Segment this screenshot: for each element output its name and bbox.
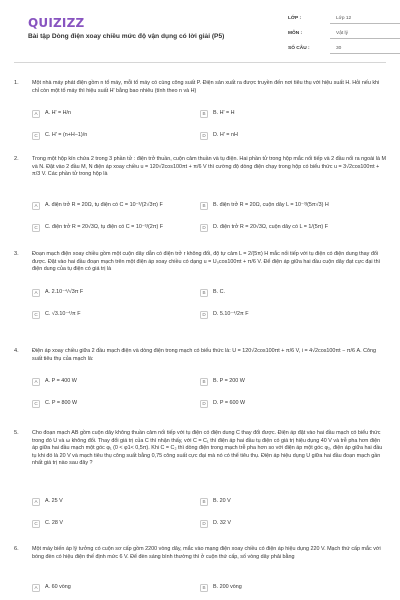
option-text: B. 200 vòng: [213, 584, 242, 591]
option-letter: B: [200, 584, 208, 592]
option-letter: C: [32, 311, 40, 319]
option-letter: D: [200, 400, 208, 408]
question-number: 5.: [14, 430, 19, 436]
meta-row-subject: [288, 27, 400, 41]
option-letter: A: [32, 584, 40, 592]
question-number: 1.: [14, 80, 19, 86]
option-letter: B: [200, 110, 208, 118]
option-letter: A: [32, 378, 40, 386]
option-a[interactable]: [32, 289, 83, 297]
option-text: A. điện trở R = 20Ω, tụ điện có C = 10⁻³/(2√3π) F: [45, 202, 163, 209]
option-text: A. 2.10⁻⁴/√3π F: [45, 289, 84, 296]
divider: [14, 62, 386, 63]
question-text: Một máy biến áp lý tưởng có cuộn sơ cấp gồm 2200 vòng dây, mắc vào mạng điện xoay chiều có điện áp hiệu dụng 220 V. Mạch thứ cấp mắc với bóng đèn có hiệu điện thế định mức 6 V. Để đèn sáng bình thường thì ở cuộn thứ cấp, số vòng dây phải bằng: [32, 546, 381, 560]
option-c[interactable]: [32, 311, 81, 319]
option-text: C. √3.10⁻⁴/π F: [45, 311, 81, 318]
option-letter: B: [200, 378, 208, 386]
meta-value: Lớp 12: [330, 14, 400, 24]
option-text: C. H' = (n+H−1)/n: [45, 132, 88, 139]
question-number: 3.: [14, 251, 19, 257]
option-text: D. P = 600 W: [213, 400, 246, 407]
option-b[interactable]: [200, 378, 245, 386]
option-text: A. 25 V: [45, 498, 63, 505]
option-letter: C: [32, 132, 40, 140]
option-b[interactable]: [200, 289, 225, 297]
option-a[interactable]: [32, 584, 71, 592]
question-3: [14, 251, 386, 318]
question-text: Cho đoạn mạch AB gồm cuộn dây không thuần cảm nối tiếp với tụ điện có điện dung C thay đổi được. Điện áp đặt vào hai đầu mạch có biểu thức trong đó U và ω không đổi. Thay đổi giá trị của C thì nhận thấy, với C = C₁ thì điện áp hai đầu tụ điện có giá trị hiệu dụng 40 V và trễ pha hơn điện áp giữa hai đầu mạch một góc φ₁ (0 < φ1< 0,5π). Khi C = C₂ thì dòng điện trong mạch trễ pha hơn so với điện áp một góc φ₂, điện áp giữa hai đầu tụ khi đó là 20 V và mạch tiêu thụ công suất bằng 0,75 công suất cực đại mà nó có thể tiêu thụ. Điện áp hiệu dụng U giữa hai đầu đoạn mạch gần nhất giá trị nào sau đây ?: [32, 430, 383, 467]
option-letter: D: [200, 311, 208, 319]
question-number: 6.: [14, 546, 19, 552]
option-text: A. 60 vòng: [45, 584, 71, 591]
option-letter: C: [32, 400, 40, 408]
option-d[interactable]: [200, 224, 328, 232]
option-text: A. P = 400 W: [45, 378, 77, 385]
option-c[interactable]: [32, 132, 87, 140]
option-letter: B: [200, 202, 208, 210]
meta-row-count: [288, 42, 400, 56]
option-text: B. 20 V: [213, 498, 231, 505]
meta-label: MÔN :: [288, 30, 303, 36]
option-letter: A: [32, 110, 40, 118]
option-text: B. điện trở R = 20Ω, cuộn dây L = 10⁻³/(5π√3) H: [213, 202, 329, 209]
option-d[interactable]: [200, 311, 249, 319]
question-4: [14, 348, 386, 407]
option-d[interactable]: [200, 132, 238, 140]
option-b[interactable]: [200, 202, 329, 210]
question-number: 4.: [14, 348, 19, 354]
option-letter: D: [200, 224, 208, 232]
option-c[interactable]: [32, 400, 77, 408]
option-text: C. 28 V: [45, 520, 63, 527]
meta-panel: [288, 12, 400, 57]
option-text: D. 5.10⁻⁴/2π F: [213, 311, 249, 318]
option-text: D. điện trở R = 20√3Ω, cuộn dây có L = 1/(5π) F: [213, 224, 329, 231]
option-a[interactable]: [32, 110, 71, 118]
option-letter: D: [200, 520, 208, 528]
question-1: [14, 80, 386, 139]
option-a[interactable]: [32, 378, 77, 386]
option-letter: B: [200, 289, 208, 297]
question-text: Điện áp xoay chiều giữa 2 đầu mạch điện và dòng điện trong mạch có biểu thức là: U = 120√2cos100πt + π/6 V, i = 4√2cos100πt − π/6 A. Công suất tiêu thụ của mạch là:: [32, 348, 376, 362]
worksheet-header: [14, 0, 386, 58]
option-letter: A: [32, 202, 40, 210]
meta-row-class: [288, 12, 400, 26]
option-b[interactable]: [200, 110, 235, 118]
worksheet-title: Bài tập Dòng điện xoay chiều mức độ vận dụng có lời giải (P5): [28, 33, 225, 40]
option-d[interactable]: [200, 400, 245, 408]
meta-label: LỚP :: [288, 15, 302, 21]
question-text: Trong một hộp kín chứa 2 trong 3 phần tử : điện trở thuần, cuộn cảm thuần và tụ điện. Hai phần tử trong hộp mắc nối tiếp và 2 đầu nối ra ngoài là M và N. Đặt vào 2 đầu M, N điện áp xoay chiều u = 120√2cos100πt + π/6 V thì cường độ dòng điện chạy trong hộp có biểu thức u = 3√2cos100πt + π/3 V. Các phần tử trong hộp là: [32, 156, 386, 178]
option-text: D. H' = nH: [213, 132, 238, 139]
question-number: 2.: [14, 156, 19, 162]
option-text: B. C.: [213, 289, 225, 296]
option-letter: B: [200, 498, 208, 506]
option-letter: C: [32, 520, 40, 528]
option-c[interactable]: [32, 520, 63, 528]
option-letter: A: [32, 289, 40, 297]
option-text: C. điện trở R = 20√3Ω, tụ điện có C = 10⁻³/(2π) F: [45, 224, 164, 231]
option-letter: D: [200, 132, 208, 140]
option-letter: A: [32, 498, 40, 506]
meta-value: 30: [330, 44, 400, 54]
option-d[interactable]: [200, 520, 231, 528]
meta-label: SỐ CÂU :: [288, 45, 310, 51]
option-a[interactable]: [32, 202, 163, 210]
option-b[interactable]: [200, 584, 242, 592]
question-5: [14, 430, 386, 527]
option-a[interactable]: [32, 498, 63, 506]
question-2: [14, 156, 386, 231]
option-text: B. P = 200 W: [213, 378, 245, 385]
option-text: D. 32 V: [213, 520, 231, 527]
option-text: A. H' = H/n: [45, 110, 72, 117]
question-text: Một nhà máy phát điện gồm n tổ máy, mỗi tổ máy có cùng công suất P. Điện sản xuất ra được truyền đến nơi tiêu thụ với hiệu suất H. Hỏi nếu khi chỉ còn một tổ máy thì hiệu suất H' bằng bao nhiêu (tính theo n và H): [32, 80, 380, 94]
meta-value: Vật lý: [330, 29, 400, 39]
option-b[interactable]: [200, 498, 231, 506]
question-text: Đoạn mạch điện xoay chiều gồm một cuộn dây dẫn có điện trở r không đổi, độ tự cảm L = 2/(5π) H mắc nối tiếp với tụ điện có điện dung thay đổi được. Đặt vào hai đầu đoạn mạch trên một điện áp xoay chiều có dạng u = U₀cos100πt + π/6 V. Để điện áp giữa hai đầu cuộn dây đạt cực đại thì điện dung của tụ điện có giá trị là: [32, 251, 381, 273]
question-6: [14, 546, 386, 591]
option-c[interactable]: [32, 224, 163, 232]
option-text: C. P = 800 W: [45, 400, 78, 407]
quizizz-logo: QUIZIZZ: [28, 16, 85, 30]
option-text: B. H' = H: [213, 110, 235, 117]
option-letter: C: [32, 224, 40, 232]
